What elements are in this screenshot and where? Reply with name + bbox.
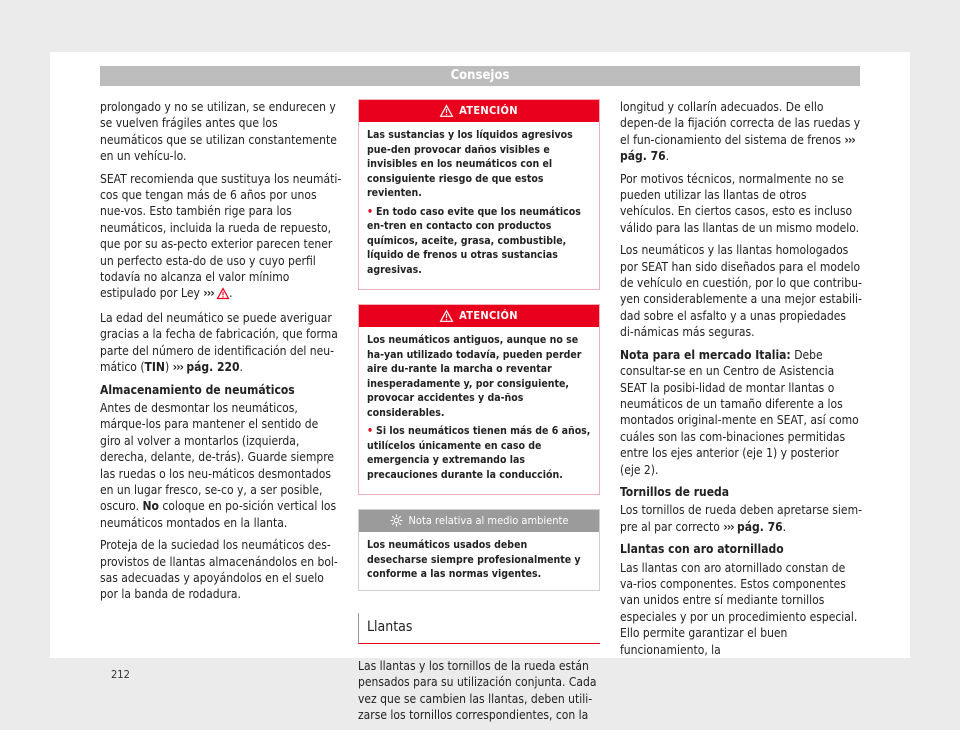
reference-arrow: ››› [844,132,855,147]
tin-icon: TIN [144,360,165,375]
warning-header: ATENCIÓN [359,100,599,122]
warning-icon [440,105,453,117]
paragraph: Antes de desmontar los neumáticos, márque-los para mantener el sentido de giro al volver a montarlos (izquierda, derecha, delante, de-trás). Guarde siempre las ruedas o los neu-máticos desmontados en un lugar fresco, se-co y, a ser posible, oscuro. No coloque en po-sición vertical los neumáticos montados en la llanta. [100,400,337,530]
paragraph: Por motivos técnicos, normalmente no se pueden utilizar las llantas de otros vehículos. En ciertos casos, esto es incluso válido para las llantas de un mismo modelo. [620,171,860,235]
column-right [620,99,862,664]
paragraph: Proteja de la suciedad los neumáticos des-provistos de llantas almacenándolos en bol-sas adecuadas y apoyándolos en el suelo por la banda de rodadura. [100,538,338,602]
reference-arrow: ››› [723,519,734,534]
heading-storage: Almacenamiento de neumáticos [100,382,295,397]
warning-box [358,304,600,495]
paragraph: Las llantas y los tornillos de la rueda están pensados para su utilización conjunta. Cada vez que se cambien las llantas, deben utili-zarse los tornillos correspondientes, con la [358,658,597,723]
warning-text: Los neumáticos antiguos, aunque no se ha-yan utilizado todavía, pueden perder aire du-rante la marcha o reventar inesperadamente y, por consiguiente, provocar accidentes y da-ños considerables. [367,334,582,419]
heading-wheel-bolts: Tornillos de rueda [620,484,730,499]
page-reference-link[interactable]: pág. 76 [737,519,783,534]
column-left [100,99,342,609]
column-middle [358,99,600,730]
paragraph: La edad del neumático se puede averiguar gracias a la fecha de fabricación, que forma parte del número de identificación del neu-mático (TIN) ››› pág. 220. [100,310,338,375]
environment-note-box [358,509,600,591]
warning-icon [440,310,453,322]
environment-icon [390,514,403,527]
page-header: Consejos [100,66,860,86]
page [50,52,910,723]
warning-text: Las sustancias y los líquidos agresivos pue-den provocar daños visibles e invisibles en los neumáticos con el consiguiente riesgo de que estos revienten. [367,129,573,199]
warning-box [358,99,600,290]
page-reference-link[interactable]: pág. 76 [620,149,666,164]
warning-bullet: • En todo caso evite que los neumáticos en-tren en contacto con productos químicos, aceite, grasa, combustible, líquido de frenos u otras sustancias agresivas. [367,205,581,276]
warning-bullet: • Si los neumáticos tienen más de 6 años, utilícelos únicamente en caso de emergencia y extremando las precauciones durante la conducción. [367,425,591,481]
paragraph: Nota para el mercado Italia: Debe consultar-se en un Centro de Asistencia SEAT la posibi-lidad de montar llantas o neumáticos de un tamaño diferente a los montados original-mente en SEAT, así como cuáles son las com-binaciones permitidas entre los ejes anterior (eje 1) y posterior (eje 2). [620,347,859,477]
reference-arrow: ››› [203,286,214,301]
paragraph: longitud y collarín adecuados. De ello depen-de la fijación correcta de las ruedas y el fun-cionamiento del sistema de frenos ››› pág. 76. [620,100,861,164]
environment-note-text: Los neumáticos usados deben desecharse siempre profesionalmente y conforme a las normas vigentes. [367,539,581,580]
paragraph: prolongado y no se utilizan, se endurecen y se vuelven frágiles antes que los neumáticos que se utilizan constantemente en un vehícu-lo. [100,100,337,164]
paragraph: Los neumáticos y las llantas homologados por SEAT han sido diseñados para el modelo de vehículo en cuestión, por lo que contribu-yen considerablemente a una mejor estabili-dad sobre el asfalto y a unas propiedades di-námicas más seguras. [620,243,862,340]
environment-note-header: Nota relativa al medio ambiente [359,510,599,532]
page-reference-link[interactable]: pág. 220 [186,360,240,375]
warning-icon [217,287,229,303]
heading-screwed-rims: Llantas con aro atornillado [620,542,784,557]
paragraph: Los tornillos de rueda deben apretarse siem-pre al par correcto ››› pág. 76. [620,503,862,534]
paragraph: SEAT recomienda que sustituya los neumáti-cos que tengan más de 6 años por unos nue-vos. Esto también rige para los neumáticos, incluida la rueda de repuesto, que por su as-pecto exterior parecen tener un perfecto esta-do de uso y cuyo perfil todavía no alcanza el valor mínimo estipulado por Ley ››› . [100,171,342,304]
section-title: Llantas [358,613,600,644]
warning-header: ATENCIÓN [359,305,599,327]
page-number: 212 [111,668,130,681]
reference-arrow: ››› [172,360,183,375]
paragraph: Las llantas con aro atornillado constan de va-rios componentes. Estos componentes van unidos entre sí mediante tornillos especiales y por un procedimiento especial. Ello permite garantizar el buen funcionamiento, la [620,560,858,657]
